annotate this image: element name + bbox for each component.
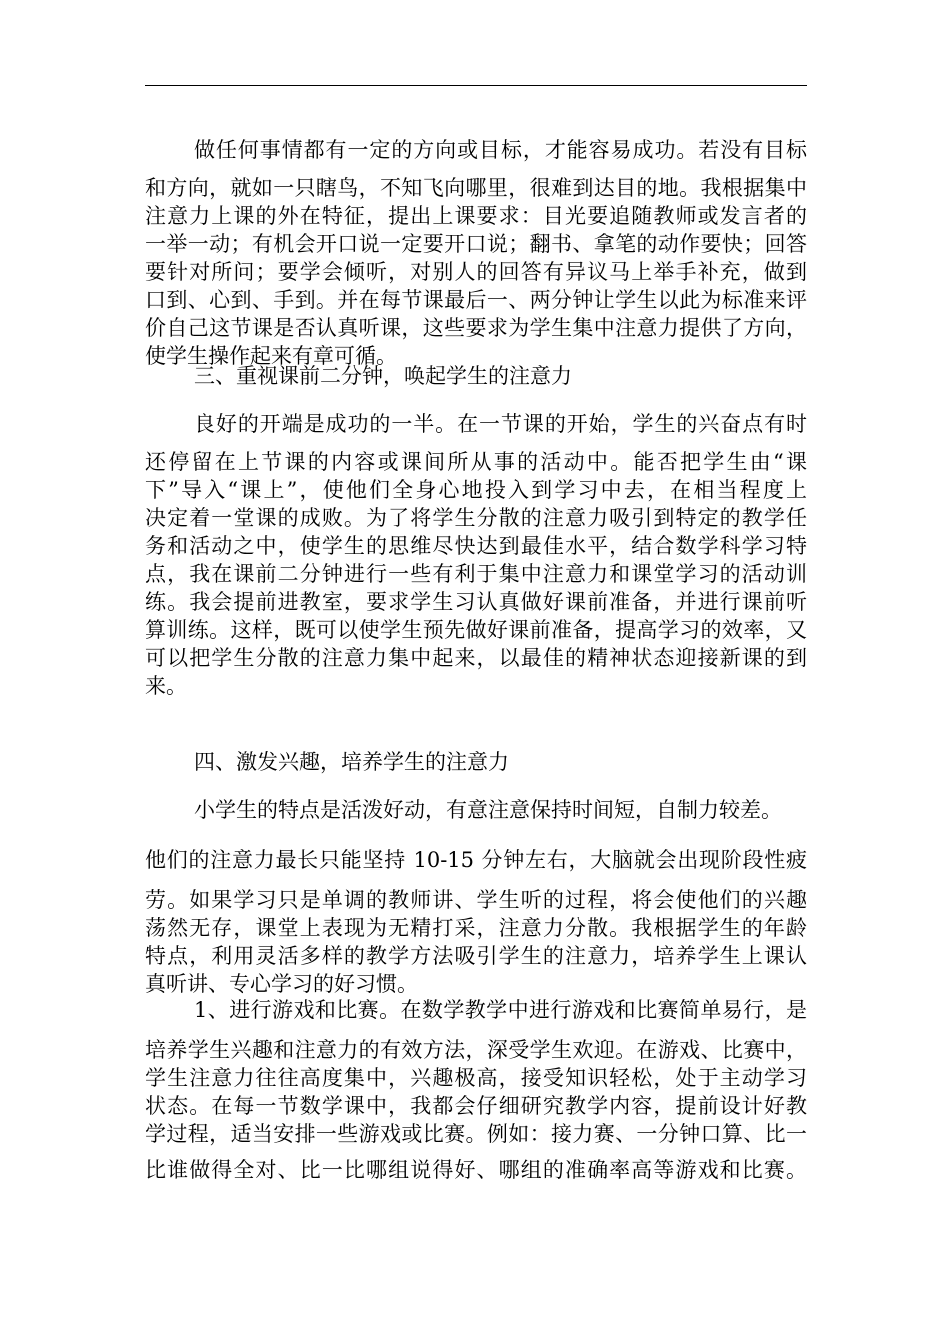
paragraph-line: 点，我在课前二分钟进行一些有利于集中注意力和课堂学习的活动训 (145, 562, 807, 586)
paragraph-line: 注意力上课的外在特征，提出上课要求：目光要追随教师或发言者的 (145, 204, 807, 228)
paragraph-line: 算训练。这样，既可以使学生预先做好课前准备，提高学习的效率，又 (145, 618, 807, 642)
paragraph-line: 状态。在每一节数学课中，我都会仔细研究教学内容，提前设计好教 (145, 1094, 807, 1118)
paragraph-line: 口到、心到、手到。并在每节课最后一、两分钟让学生以此为标准来评 (145, 288, 807, 312)
paragraph-line: 练。我会提前进教室，要求学生习认真做好课前准备，并进行课前听 (145, 590, 807, 614)
paragraph-line: 他们的注意力最长只能坚持 10-15 分钟左右，大脑就会出现阶段性疲 (145, 848, 807, 872)
paragraph-line: 使学生操作起来有章可循。 (145, 344, 397, 368)
paragraph-line: 可以把学生分散的注意力集中起来，以最佳的精神状态迎接新课的到 (145, 646, 807, 670)
paragraph-line: 良好的开端是成功的一半。在一节课的开始，学生的兴奋点有时 (194, 412, 807, 436)
paragraph-line: 来。 (145, 674, 187, 698)
paragraph-line: 学生注意力往往高度集中，兴趣极高，接受知识轻松，处于主动学习 (145, 1066, 807, 1090)
paragraph-line: 务和活动之中，使学生的思维尽快达到最佳水平，结合数学科学习特 (145, 534, 807, 558)
paragraph-line: 比谁做得全对、比一比哪组说得好、哪组的准确率高等游戏和比赛。 (145, 1158, 807, 1182)
paragraph-line: 小学生的特点是活泼好动，有意注意保持时间短，自制力较差。 (194, 798, 782, 822)
paragraph-line: 真听讲、专心学习的好习惯。 (145, 972, 418, 996)
paragraph-line: 还停留在上节课的内容或课间所从事的活动中。能否把学生由“课 (145, 450, 807, 474)
paragraph-line: 和方向，就如一只瞎鸟，不知飞向哪里，很难到达目的地。我根据集中 (145, 176, 807, 200)
paragraph-line: 下”导入“课上”，使他们全身心地投入到学习中去，在相当程度上 (145, 478, 807, 502)
section-heading: 三、重视课前二分钟，唤起学生的注意力 (194, 364, 572, 388)
section-heading: 四、激发兴趣，培养学生的注意力 (194, 750, 509, 774)
paragraph-line: 培养学生兴趣和注意力的有效方法，深受学生欢迎。在游戏、比赛中， (145, 1038, 807, 1062)
paragraph-line: 价自己这节课是否认真听课，这些要求为学生集中注意力提供了方向， (145, 316, 807, 340)
paragraph-line: 劳。如果学习只是单调的教师讲、学生听的过程，将会使他们的兴趣 (145, 888, 807, 912)
header-rule (145, 85, 807, 86)
paragraph-line: 荡然无存，课堂上表现为无精打采，注意力分散。我根据学生的年龄 (145, 916, 807, 940)
paragraph-line: 1、进行游戏和比赛。在数学教学中进行游戏和比赛简单易行，是 (194, 998, 807, 1022)
paragraph-line: 一举一动；有机会开口说一定要开口说；翻书、拿笔的动作要快；回答 (145, 232, 807, 256)
paragraph-line: 要针对所问；要学会倾听，对别人的回答有异议马上举手补充，做到 (145, 260, 807, 284)
paragraph-line: 学过程，适当安排一些游戏或比赛。例如：接力赛、一分钟口算、比一 (145, 1122, 807, 1146)
paragraph-line: 做任何事情都有一定的方向或目标，才能容易成功。若没有目标 (194, 138, 807, 162)
paragraph-line: 特点，利用灵活多样的教学方法吸引学生的注意力，培养学生上课认 (145, 944, 807, 968)
paragraph-line: 决定着一堂课的成败。为了将学生分散的注意力吸引到特定的教学任 (145, 506, 807, 530)
